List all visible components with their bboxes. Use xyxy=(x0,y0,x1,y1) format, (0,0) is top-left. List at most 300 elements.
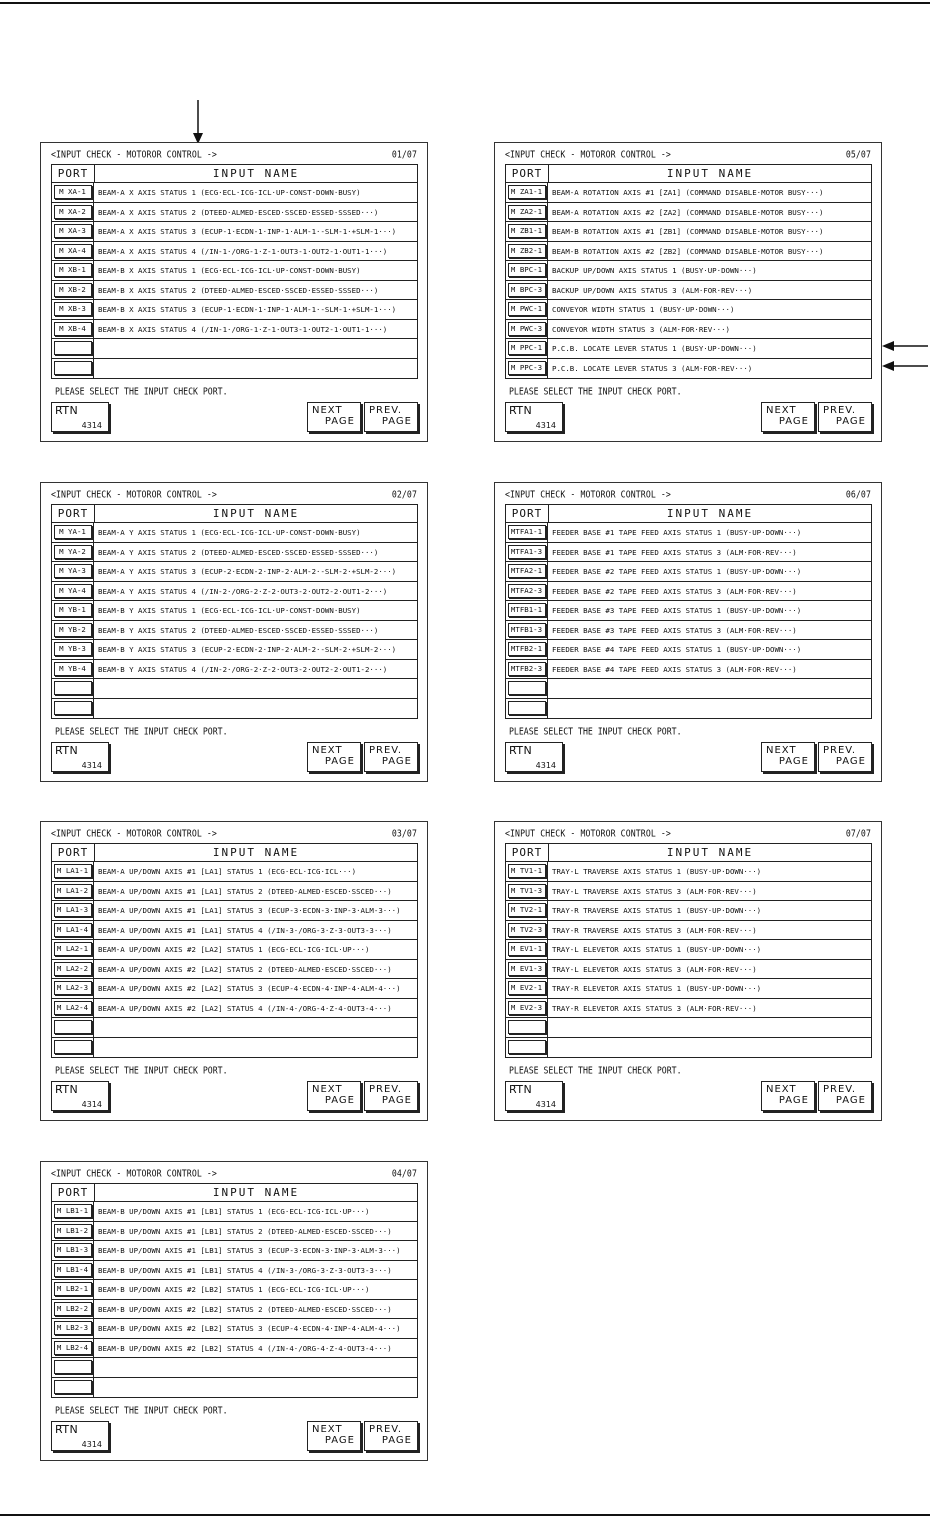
return-button[interactable] xyxy=(51,402,109,432)
table-row[interactable] xyxy=(52,222,417,242)
return-label: RTN xyxy=(509,744,533,757)
port-button[interactable]: M YB-4 xyxy=(54,662,92,676)
panel-title: <INPUT CHECK - MOTOROR CONTROL -> xyxy=(51,1167,217,1179)
port-button[interactable]: M LA2-2 xyxy=(54,962,92,976)
input-check-panel xyxy=(494,821,882,1121)
table-row[interactable] xyxy=(52,979,417,999)
table-row[interactable] xyxy=(506,960,871,980)
port-button[interactable]: M XB-1 xyxy=(54,263,92,277)
table-row[interactable] xyxy=(506,901,871,921)
return-button[interactable] xyxy=(51,742,109,772)
port-button[interactable]: M BPC-3 xyxy=(508,283,546,297)
input-name-cell: FEEDER BASE #3 TAPE FEED AXIS STATUS 3 (ALM·FOR·REV···) xyxy=(552,625,797,635)
next-page-button[interactable] xyxy=(761,1081,815,1111)
port-cell xyxy=(52,1378,94,1398)
return-code: 4314 xyxy=(81,761,102,770)
port-cell xyxy=(506,940,548,959)
input-name-cell: BEAM-A Y AXIS STATUS 2 (DTEED·ALMED·ESCED·SSCED·ESSED·SSSED···) xyxy=(98,547,379,557)
prev-page-label: PAGE xyxy=(381,416,412,427)
table-row[interactable] xyxy=(52,679,417,699)
port-button[interactable]: MTFA2-1 xyxy=(508,564,546,578)
input-name-cell: BEAM-B ROTATION AXIS #2 [ZB2] (COMMAND DISABLE·MOTOR BUSY···) xyxy=(552,246,824,256)
table-header xyxy=(52,505,417,523)
port-button[interactable]: M YA-3 xyxy=(54,564,92,578)
next-page-label: PAGE xyxy=(324,1435,355,1446)
port-button[interactable]: M XA-1 xyxy=(54,185,92,199)
select-port-prompt: PLEASE SELECT THE INPUT CHECK PORT. xyxy=(55,1064,228,1076)
table-row[interactable] xyxy=(506,320,871,340)
port-button[interactable]: MTFA1-1 xyxy=(508,525,546,539)
table-row[interactable] xyxy=(506,940,871,960)
page-number: 05/07 xyxy=(845,148,871,160)
return-label: RTN xyxy=(55,1083,79,1096)
page-number: 04/07 xyxy=(391,1167,417,1179)
input-name-cell: BEAM-A UP/DOWN AXIS #1 [LA1] STATUS 3 (ECUP-3·ECDN-3·INP-3·ALM-3···) xyxy=(98,906,401,915)
input-name-cell xyxy=(94,1038,417,1058)
return-button[interactable] xyxy=(505,402,563,432)
port-cell xyxy=(506,203,548,222)
port-cell xyxy=(506,183,548,202)
table-header xyxy=(52,165,417,183)
table-row[interactable] xyxy=(506,261,871,281)
port-table xyxy=(505,843,872,1058)
select-port-prompt: PLEASE SELECT THE INPUT CHECK PORT. xyxy=(55,1404,228,1416)
table-row[interactable] xyxy=(52,1378,417,1398)
panel-title: <INPUT CHECK - MOTOROR CONTROL -> xyxy=(505,488,671,500)
input-name-cell: BEAM-B Y AXIS STATUS 3 (ECUP-2·ECDN-2·INP-2·ALM-2·-SLM-2·+SLM-2···) xyxy=(98,645,397,654)
table-row[interactable] xyxy=(52,601,417,621)
header-port: PORT xyxy=(506,165,549,182)
input-name-cell: TRAY-L ELEVETOR AXIS STATUS 3 (ALM·FOR·REV···) xyxy=(552,964,757,974)
prev-page-button[interactable] xyxy=(364,1081,418,1111)
table-row[interactable] xyxy=(52,940,417,960)
next-page-button[interactable] xyxy=(761,402,815,432)
return-code: 4314 xyxy=(535,761,556,770)
port-button[interactable] xyxy=(54,1360,92,1374)
port-cell xyxy=(506,242,548,261)
panel-title-bar xyxy=(505,827,871,839)
port-button[interactable]: M TV2-1 xyxy=(508,903,546,917)
table-row[interactable] xyxy=(506,699,871,719)
port-button[interactable] xyxy=(508,701,546,715)
input-name-cell: BEAM-A UP/DOWN AXIS #1 [LA1] STATUS 2 (DTEED·ALMED·ESCED·SSCED···) xyxy=(98,886,392,896)
port-cell xyxy=(52,1300,94,1319)
next-page-label: PAGE xyxy=(778,416,809,427)
input-name-cell: TRAY-R ELEVETOR AXIS STATUS 1 (BUSY·UP·DOWN···) xyxy=(552,984,762,993)
table-row[interactable] xyxy=(52,1222,417,1242)
input-check-panel xyxy=(40,482,428,782)
port-button[interactable]: M LB2-4 xyxy=(54,1341,92,1355)
port-cell xyxy=(52,300,94,319)
port-cell xyxy=(52,862,94,881)
table-row[interactable] xyxy=(52,320,417,340)
return-button[interactable] xyxy=(505,742,563,772)
header-port: PORT xyxy=(52,1184,95,1201)
panel-title-bar xyxy=(51,148,417,160)
port-cell xyxy=(506,621,548,640)
port-button[interactable] xyxy=(54,1380,92,1394)
port-button[interactable]: M YB-2 xyxy=(54,623,92,637)
port-button[interactable]: M XA-3 xyxy=(54,224,92,238)
table-row[interactable] xyxy=(52,203,417,223)
port-button[interactable]: M LA1-3 xyxy=(54,903,92,917)
input-name-cell: P.C.B. LOCATE LEVER STATUS 3 (ALM·FOR·REV···) xyxy=(552,363,753,373)
input-name-cell: P.C.B. LOCATE LEVER STATUS 1 (BUSY·UP·DOWN···) xyxy=(552,344,757,353)
header-input-name: INPUT NAME xyxy=(666,507,754,520)
table-header xyxy=(506,505,871,523)
table-row[interactable] xyxy=(52,242,417,262)
port-cell xyxy=(52,281,94,300)
port-cell xyxy=(506,640,548,659)
table-row[interactable] xyxy=(52,1319,417,1339)
next-page-button[interactable] xyxy=(307,742,361,772)
next-page-label: PAGE xyxy=(324,1095,355,1106)
table-row[interactable] xyxy=(52,1241,417,1261)
input-name-cell: CONVEYOR WIDTH STATUS 1 (BUSY·UP·DOWN···) xyxy=(552,305,735,314)
input-name-cell: BEAM-B UP/DOWN AXIS #2 [LB2] STATUS 3 (ECUP-4·ECDN-4·INP-4·ALM-4···) xyxy=(98,1324,401,1333)
port-button[interactable]: M YA-4 xyxy=(54,584,92,598)
prev-page-button[interactable] xyxy=(364,742,418,772)
input-name-cell: BEAM-A ROTATION AXIS #1 [ZA1] (COMMAND DISABLE·MOTOR BUSY···) xyxy=(552,188,824,197)
table-row[interactable] xyxy=(52,562,417,582)
next-page-label: PAGE xyxy=(778,1095,809,1106)
next-page-button[interactable] xyxy=(761,742,815,772)
port-button[interactable]: M LB1-1 xyxy=(54,1204,92,1218)
port-button[interactable]: M PPC-1 xyxy=(508,341,546,355)
table-row[interactable] xyxy=(506,1018,871,1038)
input-name-cell: BEAM-A X AXIS STATUS 1 (ECG·ECL·ICG·ICL·UP·CONST·DOWN·BUSY) xyxy=(98,188,361,197)
table-row[interactable] xyxy=(52,339,417,359)
panel-title-bar xyxy=(505,488,871,500)
port-cell xyxy=(506,359,548,379)
port-table xyxy=(505,164,872,379)
port-button[interactable] xyxy=(508,681,546,695)
port-button[interactable]: MTFB2-3 xyxy=(508,662,546,676)
port-button[interactable]: M EV2-3 xyxy=(508,1001,546,1015)
next-page-label: PAGE xyxy=(324,756,355,767)
port-cell xyxy=(506,339,548,358)
return-button[interactable] xyxy=(51,1421,109,1451)
input-name-cell xyxy=(94,1358,417,1377)
port-table xyxy=(505,504,872,719)
next-label: NEXT xyxy=(312,1424,343,1435)
port-button[interactable]: M LA1-1 xyxy=(54,864,92,878)
return-code: 4314 xyxy=(81,1440,102,1449)
port-button[interactable] xyxy=(54,1040,92,1054)
input-name-cell: TRAY-L TRAVERSE AXIS STATUS 1 (BUSY·UP·DOWN···) xyxy=(552,867,762,876)
port-button[interactable]: M LB2-3 xyxy=(54,1321,92,1335)
port-button[interactable]: M ZA2-1 xyxy=(508,205,546,219)
table-row[interactable] xyxy=(52,1018,417,1038)
table-row[interactable] xyxy=(52,1300,417,1320)
input-name-cell: TRAY-L TRAVERSE AXIS STATUS 3 (ALM·FOR·REV···) xyxy=(552,886,757,896)
table-row[interactable] xyxy=(506,1038,871,1058)
port-cell xyxy=(52,562,94,581)
table-row[interactable] xyxy=(506,222,871,242)
table-row[interactable] xyxy=(506,999,871,1019)
port-button[interactable] xyxy=(54,361,92,375)
port-cell xyxy=(52,1319,94,1338)
port-button[interactable]: M LA2-4 xyxy=(54,1001,92,1015)
port-button[interactable]: M PWC-1 xyxy=(508,302,546,316)
select-port-prompt: PLEASE SELECT THE INPUT CHECK PORT. xyxy=(509,725,682,737)
input-name-cell xyxy=(94,679,417,698)
table-row[interactable] xyxy=(52,183,417,203)
table-row[interactable] xyxy=(52,999,417,1019)
port-cell xyxy=(506,562,548,581)
port-button[interactable]: M PWC-3 xyxy=(508,322,546,336)
input-check-panel xyxy=(40,1161,428,1461)
table-row[interactable] xyxy=(52,1339,417,1359)
table-row[interactable] xyxy=(52,621,417,641)
port-button[interactable] xyxy=(508,1020,546,1034)
table-row[interactable] xyxy=(52,359,417,379)
port-cell xyxy=(52,621,94,640)
table-row[interactable] xyxy=(506,862,871,882)
port-button[interactable]: M XA-2 xyxy=(54,205,92,219)
table-header xyxy=(506,165,871,183)
prev-page-button[interactable] xyxy=(364,1421,418,1451)
table-row[interactable] xyxy=(506,582,871,602)
input-name-cell: FEEDER BASE #3 TAPE FEED AXIS STATUS 1 (BUSY·UP·DOWN···) xyxy=(552,606,802,615)
input-name-cell: BEAM-A UP/DOWN AXIS #2 [LA2] STATUS 3 (ECUP-4·ECDN-4·INP-4·ALM-4···) xyxy=(98,984,401,993)
table-row[interactable] xyxy=(506,339,871,359)
port-button[interactable]: M LA2-3 xyxy=(54,981,92,995)
input-name-cell: BEAM-A UP/DOWN AXIS #2 [LA2] STATUS 4 (/IN-4·/ORG-4·Z-4·OUT3-4···) xyxy=(98,1003,392,1013)
port-button[interactable]: M XB-2 xyxy=(54,283,92,297)
input-name-cell xyxy=(548,1018,871,1037)
panel-title-bar xyxy=(51,827,417,839)
port-cell xyxy=(52,901,94,920)
port-button[interactable]: M BPC-1 xyxy=(508,263,546,277)
callout-arrow-left-1 xyxy=(882,339,928,353)
port-button[interactable]: M EV1-1 xyxy=(508,942,546,956)
table-row[interactable] xyxy=(506,921,871,941)
table-row[interactable] xyxy=(52,261,417,281)
bottom-rule xyxy=(0,1514,930,1516)
input-name-cell: BEAM-B ROTATION AXIS #1 [ZB1] (COMMAND DISABLE·MOTOR BUSY···) xyxy=(552,227,824,236)
input-name-cell: BEAM-B X AXIS STATUS 2 (DTEED·ALMED·ESCED·SSCED·ESSED·SSSED···) xyxy=(98,285,379,295)
port-cell xyxy=(506,601,548,620)
input-check-panel xyxy=(40,142,428,442)
table-row[interactable] xyxy=(52,862,417,882)
port-button[interactable] xyxy=(54,341,92,355)
table-row[interactable] xyxy=(506,203,871,223)
prev-page-label: PAGE xyxy=(835,756,866,767)
header-input-name: INPUT NAME xyxy=(212,167,300,180)
table-row[interactable] xyxy=(52,640,417,660)
table-row[interactable] xyxy=(52,281,417,301)
table-row[interactable] xyxy=(52,882,417,902)
table-row[interactable] xyxy=(506,601,871,621)
return-code: 4314 xyxy=(81,1100,102,1109)
port-button[interactable]: M YA-1 xyxy=(54,525,92,539)
callout-arrow-left-2 xyxy=(882,359,928,373)
port-cell xyxy=(52,960,94,979)
return-code: 4314 xyxy=(535,1100,556,1109)
select-port-prompt: PLEASE SELECT THE INPUT CHECK PORT. xyxy=(55,385,228,397)
port-button[interactable] xyxy=(54,1020,92,1034)
prev-page-button[interactable] xyxy=(818,742,872,772)
return-button[interactable] xyxy=(505,1081,563,1111)
port-cell xyxy=(52,640,94,659)
table-row[interactable] xyxy=(52,699,417,719)
table-header xyxy=(506,844,871,862)
port-button[interactable] xyxy=(54,701,92,715)
table-row[interactable] xyxy=(52,1280,417,1300)
table-row[interactable] xyxy=(52,660,417,680)
table-row[interactable] xyxy=(506,882,871,902)
table-row[interactable] xyxy=(506,242,871,262)
input-name-cell xyxy=(94,699,417,719)
port-button[interactable]: M EV2-1 xyxy=(508,981,546,995)
input-name-cell: BEAM-A UP/DOWN AXIS #1 [LA1] STATUS 1 (ECG·ECL·ICG·ICL···) xyxy=(98,867,357,876)
port-button[interactable]: M LA1-4 xyxy=(54,923,92,937)
port-button[interactable] xyxy=(508,1040,546,1054)
table-row[interactable] xyxy=(52,1202,417,1222)
table-row[interactable] xyxy=(52,523,417,543)
next-label: NEXT xyxy=(312,1084,343,1095)
table-row[interactable] xyxy=(506,660,871,680)
return-label: RTN xyxy=(55,1423,79,1436)
input-name-cell: BEAM-B UP/DOWN AXIS #1 [LB1] STATUS 2 (DTEED·ALMED·ESCED·SSCED···) xyxy=(98,1226,392,1236)
port-button[interactable]: M ZB2-1 xyxy=(508,244,546,258)
port-button[interactable]: M EV1-3 xyxy=(508,962,546,976)
port-button[interactable]: MTFB2-1 xyxy=(508,642,546,656)
port-button[interactable]: M TV1-1 xyxy=(508,864,546,878)
input-name-cell: BEAM-B Y AXIS STATUS 2 (DTEED·ALMED·ESCED·SSCED·ESSED·SSSED···) xyxy=(98,625,379,635)
table-row[interactable] xyxy=(52,1261,417,1281)
table-row[interactable] xyxy=(52,300,417,320)
table-row[interactable] xyxy=(52,960,417,980)
header-port: PORT xyxy=(506,844,549,861)
return-button[interactable] xyxy=(51,1081,109,1111)
table-row[interactable] xyxy=(506,281,871,301)
port-cell xyxy=(506,1018,548,1037)
input-name-cell xyxy=(548,699,871,719)
panel-title: <INPUT CHECK - MOTOROR CONTROL -> xyxy=(505,148,671,160)
table-row[interactable] xyxy=(52,921,417,941)
header-input-name: INPUT NAME xyxy=(666,846,754,859)
port-cell xyxy=(506,543,548,562)
port-cell xyxy=(506,679,548,698)
port-button[interactable]: M XA-4 xyxy=(54,244,92,258)
prev-label: PREV. xyxy=(369,1084,403,1095)
port-button[interactable]: M ZA1-1 xyxy=(508,185,546,199)
input-name-cell: TRAY-R TRAVERSE AXIS STATUS 3 (ALM·FOR·REV···) xyxy=(552,925,757,935)
port-table xyxy=(51,843,418,1058)
next-page-button[interactable] xyxy=(307,1081,361,1111)
next-page-button[interactable] xyxy=(307,1421,361,1451)
table-row[interactable] xyxy=(506,543,871,563)
prev-page-button[interactable] xyxy=(364,402,418,432)
port-button[interactable]: M LB2-2 xyxy=(54,1302,92,1316)
table-row[interactable] xyxy=(52,1358,417,1378)
prev-page-button[interactable] xyxy=(818,1081,872,1111)
table-row[interactable] xyxy=(506,300,871,320)
port-button[interactable]: M LA2-1 xyxy=(54,942,92,956)
port-cell xyxy=(52,999,94,1018)
port-button[interactable]: M LB1-2 xyxy=(54,1224,92,1238)
input-name-cell xyxy=(548,1038,871,1058)
port-cell xyxy=(506,882,548,901)
table-row[interactable] xyxy=(52,582,417,602)
port-button[interactable]: M PPC-3 xyxy=(508,361,546,375)
table-row[interactable] xyxy=(506,359,871,379)
port-button[interactable]: M ZB1-1 xyxy=(508,224,546,238)
port-button[interactable]: M YB-1 xyxy=(54,603,92,617)
input-name-cell: BEAM-B UP/DOWN AXIS #1 [LB1] STATUS 4 (/IN-3·/ORG-3·Z-3·OUT3-3···) xyxy=(98,1265,392,1275)
port-button[interactable]: M TV2-3 xyxy=(508,923,546,937)
input-name-cell: BEAM-A UP/DOWN AXIS #1 [LA1] STATUS 4 (/IN-3·/ORG-3·Z-3·OUT3-3···) xyxy=(98,925,392,935)
table-row[interactable] xyxy=(52,1038,417,1058)
return-label: RTN xyxy=(55,744,79,757)
port-button[interactable]: MTFB1-1 xyxy=(508,603,546,617)
table-row[interactable] xyxy=(506,523,871,543)
input-name-cell: BEAM-B X AXIS STATUS 1 (ECG·ECL·ICG·ICL·UP·CONST·DOWN·BUSY) xyxy=(98,266,361,275)
port-cell xyxy=(52,660,94,679)
next-label: NEXT xyxy=(312,745,343,756)
port-button[interactable]: M LA1-2 xyxy=(54,884,92,898)
return-label: RTN xyxy=(55,404,79,417)
table-row[interactable] xyxy=(506,621,871,641)
port-button[interactable] xyxy=(54,681,92,695)
port-cell xyxy=(506,281,548,300)
input-name-cell: BEAM-B UP/DOWN AXIS #2 [LB2] STATUS 4 (/IN-4·/ORG-4·Z-4·OUT3-4···) xyxy=(98,1343,392,1353)
table-row[interactable] xyxy=(52,543,417,563)
port-cell xyxy=(52,979,94,998)
port-button[interactable]: MTFA1-3 xyxy=(508,545,546,559)
port-cell xyxy=(52,222,94,241)
port-button[interactable]: M XB-3 xyxy=(54,302,92,316)
input-name-cell: BEAM-B X AXIS STATUS 3 (ECUP-1·ECDN-1·INP-1·ALM-1·-SLM-1·+SLM-1···) xyxy=(98,305,397,314)
port-button[interactable]: M XB-4 xyxy=(54,322,92,336)
panel-title: <INPUT CHECK - MOTOROR CONTROL -> xyxy=(51,488,217,500)
return-code: 4314 xyxy=(81,421,102,430)
panel-title-bar xyxy=(51,1167,417,1179)
input-name-cell: TRAY-R ELEVETOR AXIS STATUS 3 (ALM·FOR·REV···) xyxy=(552,1003,757,1013)
input-name-cell: BEAM-A Y AXIS STATUS 1 (ECG·ECL·ICG·ICL·UP·CONST·DOWN·BUSY) xyxy=(98,528,361,537)
table-header xyxy=(52,844,417,862)
port-cell xyxy=(52,183,94,202)
port-cell xyxy=(506,901,548,920)
next-page-button[interactable] xyxy=(307,402,361,432)
header-port: PORT xyxy=(52,505,95,522)
table-row[interactable] xyxy=(52,901,417,921)
prev-page-button[interactable] xyxy=(818,402,872,432)
port-button[interactable]: M LB1-3 xyxy=(54,1243,92,1257)
input-name-cell: TRAY-L ELEVETOR AXIS STATUS 1 (BUSY·UP·DOWN···) xyxy=(552,945,762,954)
port-button[interactable]: M YA-2 xyxy=(54,545,92,559)
port-cell xyxy=(506,261,548,280)
port-button[interactable]: M LB2-1 xyxy=(54,1282,92,1296)
port-button[interactable]: MTFA2-3 xyxy=(508,584,546,598)
table-row[interactable] xyxy=(506,183,871,203)
port-button[interactable]: M TV1-3 xyxy=(508,884,546,898)
input-name-cell: FEEDER BASE #1 TAPE FEED AXIS STATUS 1 (BUSY·UP·DOWN···) xyxy=(552,528,802,537)
callout-arrow-down xyxy=(190,100,206,146)
table-row[interactable] xyxy=(506,679,871,699)
port-button[interactable]: M LB1-4 xyxy=(54,1263,92,1277)
input-name-cell: BEAM-B UP/DOWN AXIS #2 [LB2] STATUS 1 (ECG·ECL·ICG·ICL·UP···) xyxy=(98,1285,370,1294)
table-row[interactable] xyxy=(506,562,871,582)
port-cell xyxy=(52,1358,94,1377)
port-button[interactable]: MTFB1-3 xyxy=(508,623,546,637)
port-button[interactable]: M YB-3 xyxy=(54,642,92,656)
prev-page-label: PAGE xyxy=(835,416,866,427)
table-row[interactable] xyxy=(506,640,871,660)
table-row[interactable] xyxy=(506,979,871,999)
